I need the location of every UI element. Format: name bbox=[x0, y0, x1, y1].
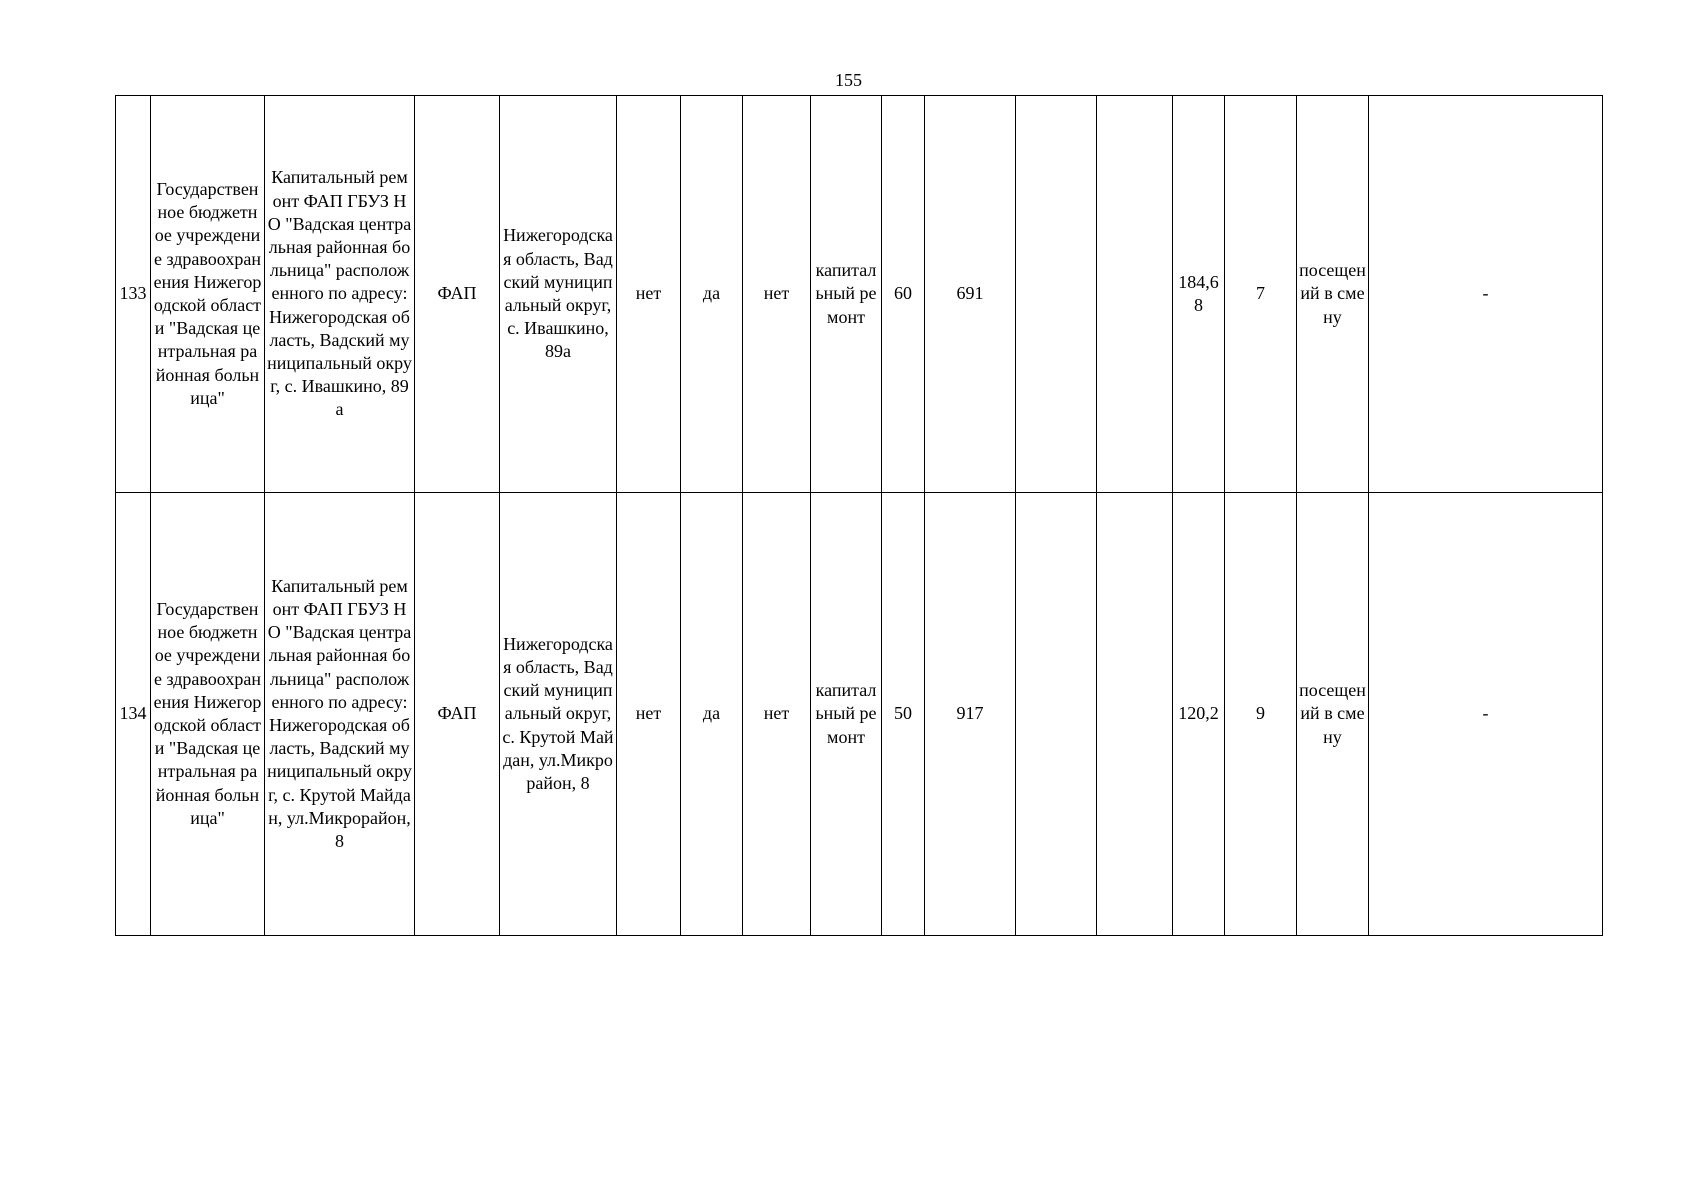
unit-cell: посещений в смену bbox=[1297, 96, 1369, 493]
institution-cell: Государственное бюджетное учреждение здравоохранения Нижегородской области "Вадская центральная районная больница" bbox=[151, 96, 265, 493]
row-number-cell: 133 bbox=[116, 96, 151, 493]
object-type-cell: ФАП bbox=[415, 493, 500, 936]
note-cell: - bbox=[1369, 493, 1603, 936]
flag-3-cell: нет bbox=[743, 96, 811, 493]
value-1-cell: 60 bbox=[882, 96, 925, 493]
address-cell: Нижегородская область, Вадский муниципальный округ, с. Ивашкино, 89а bbox=[500, 96, 617, 493]
flag-1-cell: нет bbox=[617, 96, 681, 493]
value-2-cell: 691 bbox=[925, 96, 1016, 493]
value-3-cell bbox=[1016, 493, 1097, 936]
flag-2-cell: да bbox=[681, 493, 743, 936]
note-cell: - bbox=[1369, 96, 1603, 493]
value-4-cell bbox=[1097, 96, 1173, 493]
flag-1-cell: нет bbox=[617, 493, 681, 936]
value-1-cell: 50 bbox=[882, 493, 925, 936]
value-4-cell bbox=[1097, 493, 1173, 936]
institution-cell: Государственное бюджетное учреждение здравоохранения Нижегородской области "Вадская центральная районная больница" bbox=[151, 493, 265, 936]
page-number: 155 bbox=[835, 70, 862, 90]
work-type-cell: капитальный ремонт bbox=[811, 96, 882, 493]
area-cell: 120,2 bbox=[1173, 493, 1225, 936]
objects-table bbox=[115, 95, 1603, 936]
object-name-cell: Капитальный ремонт ФАП ГБУЗ НО "Вадская центральная районная больница" расположенного по адресу:Нижегородская область, Вадский муниципальный округ, с. Ивашкино, 89а bbox=[265, 96, 415, 493]
object-name-cell: Капитальный ремонт ФАП ГБУЗ НО "Вадская центральная районная больница" расположенного по адресу:Нижегородская область, Вадский муниципальный округ, с. Крутой Майдан, ул.Микрорайон, 8 bbox=[265, 493, 415, 936]
unit-cell: посещений в смену bbox=[1297, 493, 1369, 936]
table-row bbox=[116, 493, 1603, 936]
value-5-cell: 7 bbox=[1225, 96, 1297, 493]
area-cell: 184,68 bbox=[1173, 96, 1225, 493]
flag-3-cell: нет bbox=[743, 493, 811, 936]
table-row bbox=[116, 96, 1603, 493]
value-3-cell bbox=[1016, 96, 1097, 493]
value-2-cell: 917 bbox=[925, 493, 1016, 936]
work-type-cell: капитальный ремонт bbox=[811, 493, 882, 936]
value-5-cell: 9 bbox=[1225, 493, 1297, 936]
object-type-cell: ФАП bbox=[415, 96, 500, 493]
flag-2-cell: да bbox=[681, 96, 743, 493]
address-cell: Нижегородская область, Вадский муниципальный округ, с. Крутой Майдан, ул.Микрорайон, 8 bbox=[500, 493, 617, 936]
row-number-cell: 134 bbox=[116, 493, 151, 936]
